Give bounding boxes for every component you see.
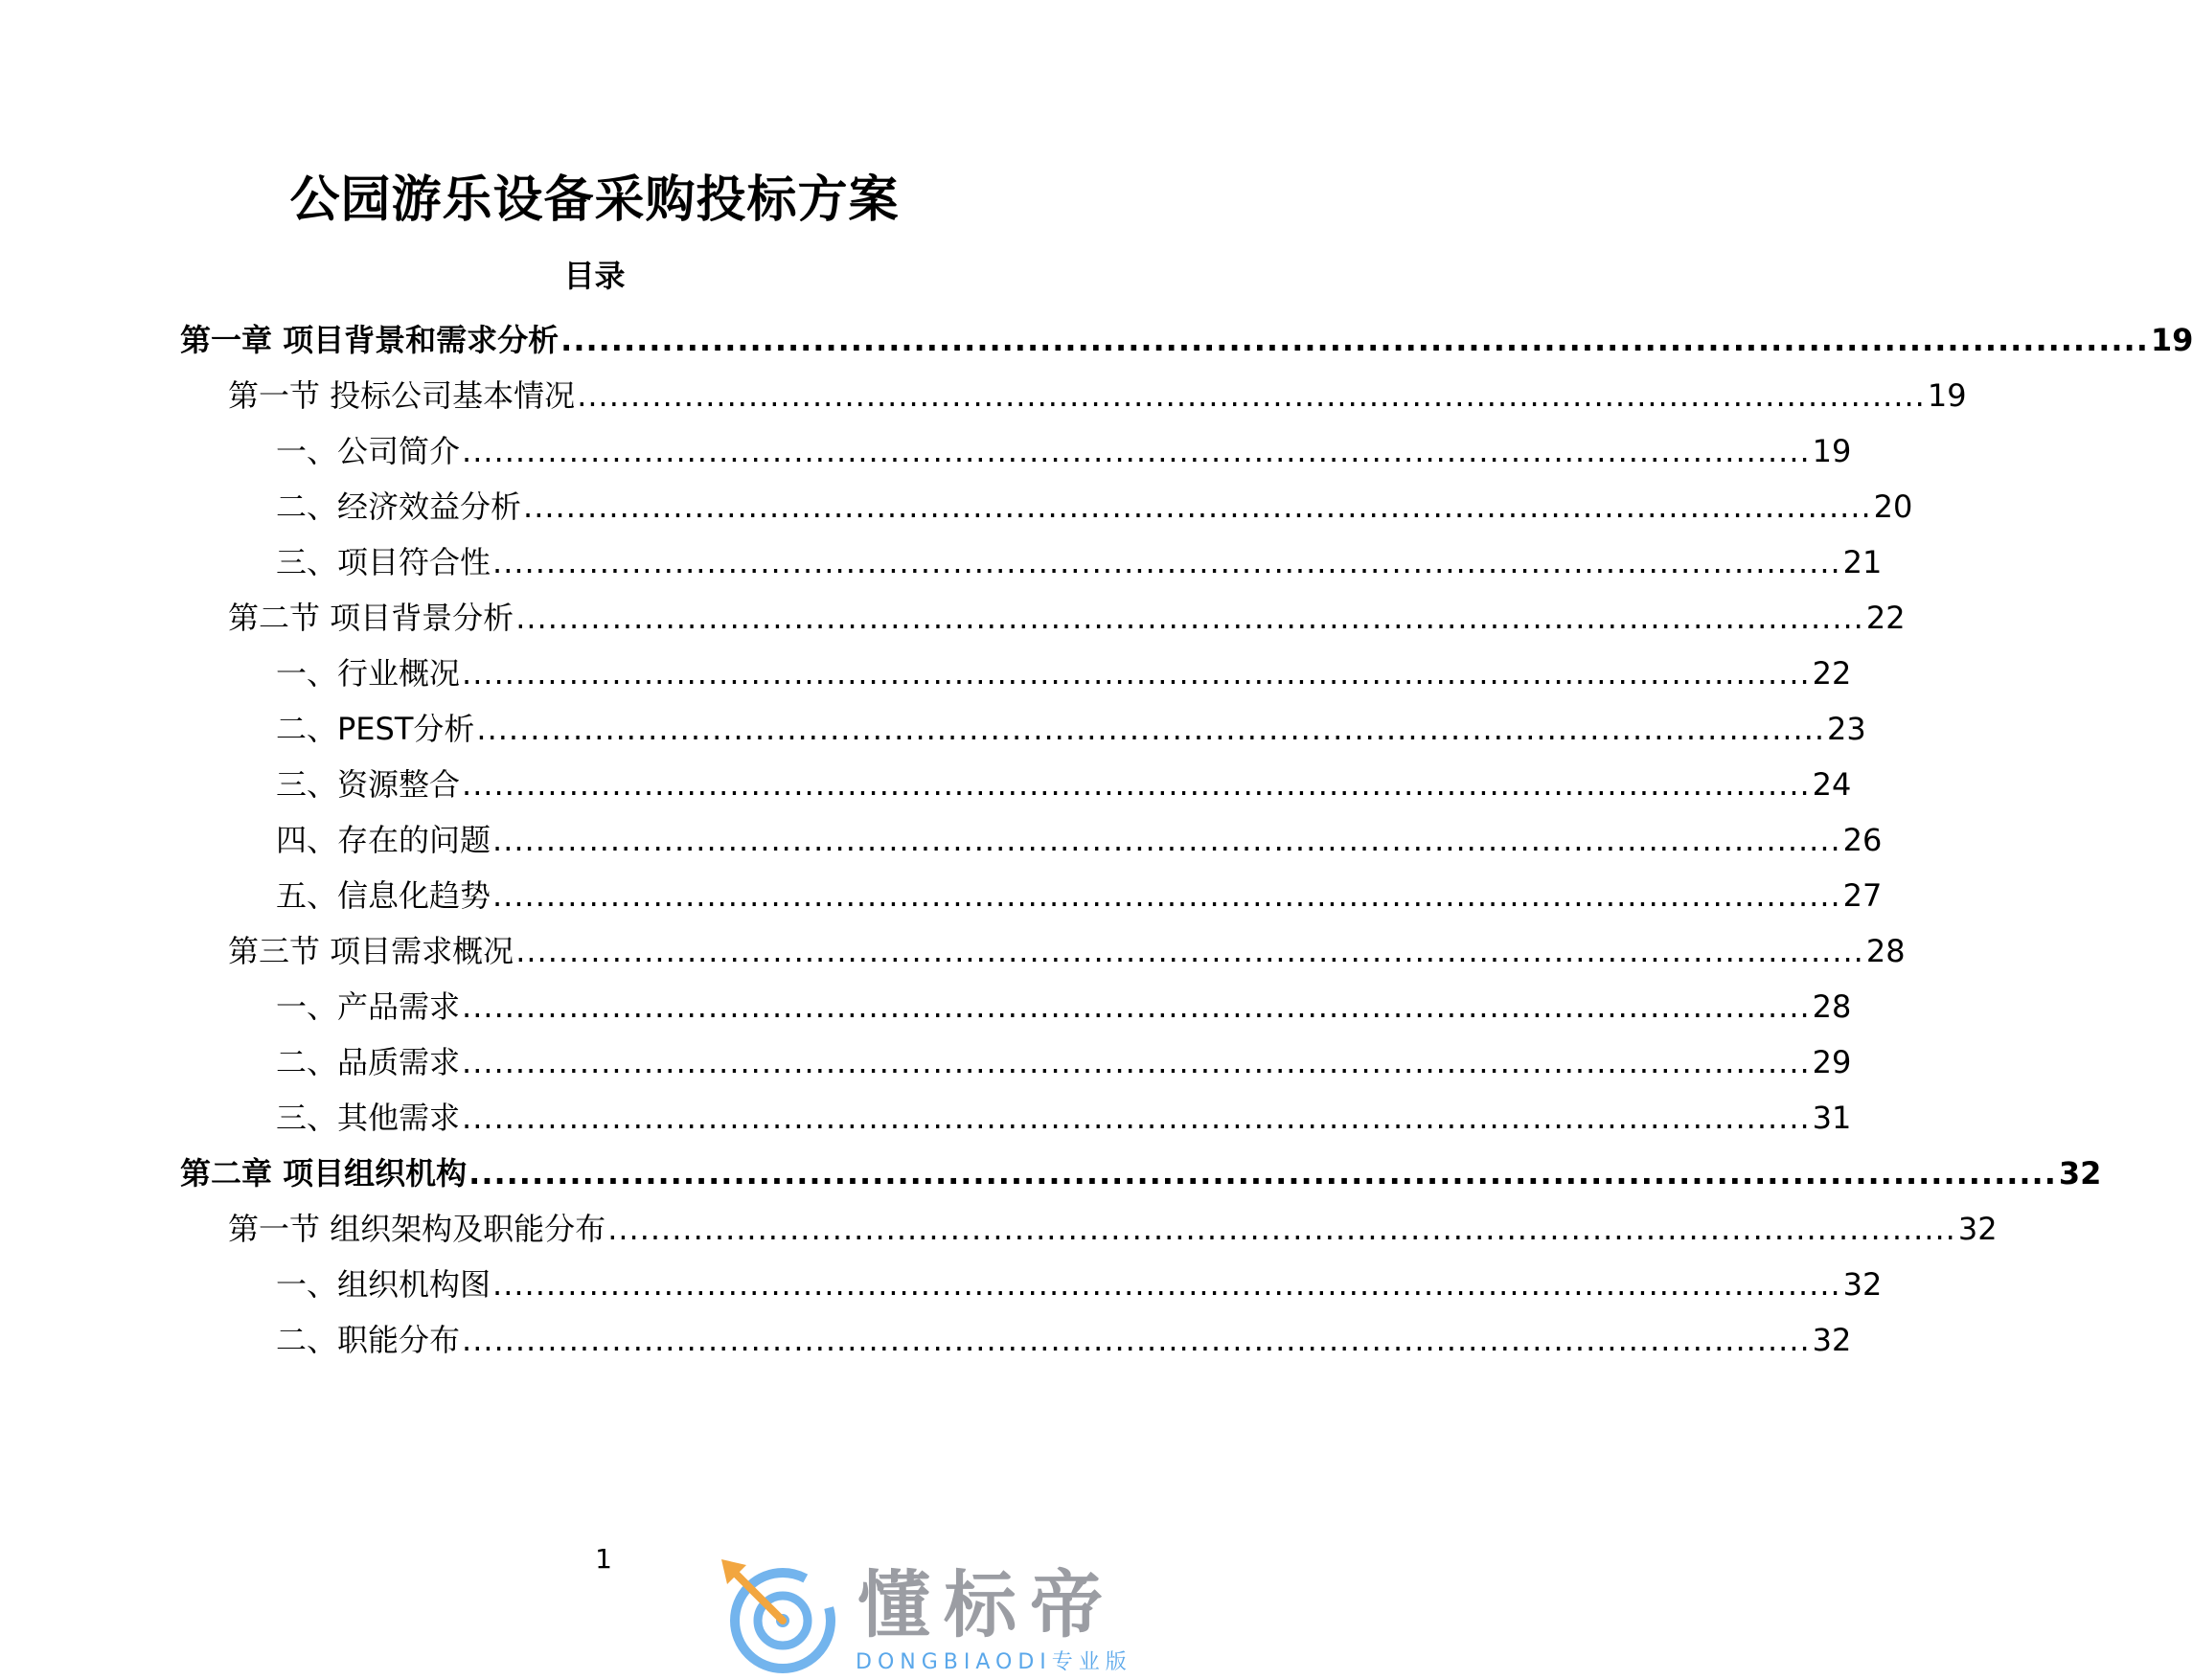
toc-entry-label: 一、公司简介 — [276, 433, 461, 469]
toc-entry-page: 21 — [1842, 544, 1883, 580]
toc-leader-dots: .............................................................................................................................. — [462, 1322, 1811, 1358]
watermark — [714, 1552, 1189, 1680]
toc-heading: 目录 — [563, 258, 626, 294]
toc-entry-page: 28 — [1812, 988, 1852, 1025]
toc-leader-dots: .............................................................................................................................. — [462, 433, 1811, 469]
toc-entry-label: 五、信息化趋势 — [276, 877, 491, 914]
toc-entry[interactable] — [276, 758, 1852, 806]
toc-leader-dots: .............................................................................................................................. — [476, 711, 1826, 747]
toc-leader-dots: .............................................................................................................................. — [492, 544, 1841, 580]
toc-entry-label: 三、其他需求 — [276, 1100, 461, 1136]
toc-entry-page: 28 — [1865, 933, 1906, 969]
toc-leader-dots: .............................................................................................................................. — [523, 488, 1872, 525]
toc-entry[interactable] — [228, 591, 1906, 639]
toc-leader-dots: .............................................................................................................................. — [560, 322, 2149, 358]
toc-entry[interactable] — [276, 702, 1866, 750]
toc-entry-label: 第三节 项目需求概况 — [228, 933, 514, 969]
page-title: 公园游乐设备采购投标方案 — [289, 171, 900, 229]
toc-entry-page: 29 — [1812, 1044, 1852, 1080]
toc-leader-dots: .............................................................................................................................. — [462, 655, 1811, 692]
toc-leader-dots: .............................................................................................................................. — [468, 1155, 2057, 1192]
toc-entry-page: 22 — [1812, 655, 1852, 692]
toc-entry-label: 四、存在的问题 — [276, 822, 491, 858]
toc-entry-page: 19 — [1812, 433, 1852, 469]
toc-entry-page: 26 — [1842, 822, 1883, 858]
toc-leader-dots: .............................................................................................................................. — [577, 377, 1926, 414]
toc-entry[interactable] — [276, 980, 1852, 1028]
toc-entry[interactable] — [276, 647, 1852, 694]
watermark-subtitle: DONGBIAODI专业版 — [856, 1650, 1132, 1674]
toc-entry-page: 19 — [2150, 322, 2193, 358]
toc-entry-page: 32 — [1812, 1322, 1852, 1358]
toc-entry-label: 第一节 组织架构及职能分布 — [228, 1211, 606, 1247]
toc-entry[interactable] — [180, 313, 2193, 361]
toc-entry[interactable] — [276, 813, 1883, 861]
toc-leader-dots: .............................................................................................................................. — [462, 1044, 1811, 1080]
toc-entry-label: 第一章 项目背景和需求分析 — [180, 322, 560, 358]
toc-leader-dots: .............................................................................................................................. — [462, 766, 1811, 803]
watermark-brand: 懂标帝 — [857, 1562, 1116, 1647]
toc-entry-label: 三、资源整合 — [276, 766, 461, 803]
toc-leader-dots: .............................................................................................................................. — [462, 1100, 1811, 1136]
toc-entry[interactable] — [276, 1091, 1852, 1139]
toc-entry-label: 一、组织机构图 — [276, 1266, 491, 1303]
toc-entry-label: 第二章 项目组织机构 — [180, 1155, 468, 1192]
toc-entry-label: 二、经济效益分析 — [276, 488, 522, 525]
toc-entry[interactable] — [276, 480, 1913, 528]
toc-entry-page: 24 — [1812, 766, 1852, 803]
toc-entry-page: 32 — [1842, 1266, 1883, 1303]
toc-entry-page: 19 — [1927, 377, 1967, 414]
toc-entry[interactable] — [276, 1258, 1883, 1305]
toc-entry-page: 31 — [1812, 1100, 1852, 1136]
toc-leader-dots: .............................................................................................................................. — [515, 600, 1864, 636]
toc-entry[interactable] — [228, 369, 1967, 417]
toc-entry-page: 23 — [1827, 711, 1866, 747]
toc-leader-dots: .............................................................................................................................. — [492, 877, 1841, 914]
toc-entry-label: 一、行业概况 — [276, 655, 461, 692]
toc-entry-page: 20 — [1873, 488, 1913, 525]
toc-entry[interactable] — [276, 535, 1883, 583]
toc-leader-dots: .............................................................................................................................. — [462, 988, 1811, 1025]
toc-entry-label: 二、PEST分析 — [276, 711, 475, 747]
toc-entry[interactable] — [180, 1146, 2102, 1194]
toc-leader-dots: .............................................................................................................................. — [607, 1211, 1956, 1247]
toc-entry-label: 二、品质需求 — [276, 1044, 461, 1080]
toc-entry-label: 一、产品需求 — [276, 988, 461, 1025]
toc-entry-page: 32 — [2058, 1155, 2102, 1192]
toc-leader-dots: .............................................................................................................................. — [492, 822, 1841, 858]
toc-entry[interactable] — [276, 1313, 1852, 1361]
toc-entry-page: 22 — [1865, 600, 1906, 636]
toc-entry-page: 32 — [1957, 1211, 1998, 1247]
toc-entry[interactable] — [276, 869, 1883, 917]
toc-entry[interactable] — [276, 424, 1852, 472]
toc-entry[interactable] — [228, 924, 1906, 972]
toc-entry-label: 二、职能分布 — [276, 1322, 461, 1358]
toc-leader-dots: .............................................................................................................................. — [515, 933, 1864, 969]
toc-entry-label: 第一节 投标公司基本情况 — [228, 377, 576, 414]
toc-entry-label: 三、项目符合性 — [276, 544, 491, 580]
page-number: 1 — [595, 1543, 612, 1575]
toc-entry[interactable] — [228, 1202, 1998, 1250]
toc-leader-dots: .............................................................................................................................. — [492, 1266, 1841, 1303]
toc-entry-label: 第二节 项目背景分析 — [228, 600, 514, 636]
toc-entry[interactable] — [276, 1035, 1852, 1083]
target-arrow-icon — [714, 1552, 848, 1680]
toc-entry-page: 27 — [1842, 877, 1883, 914]
